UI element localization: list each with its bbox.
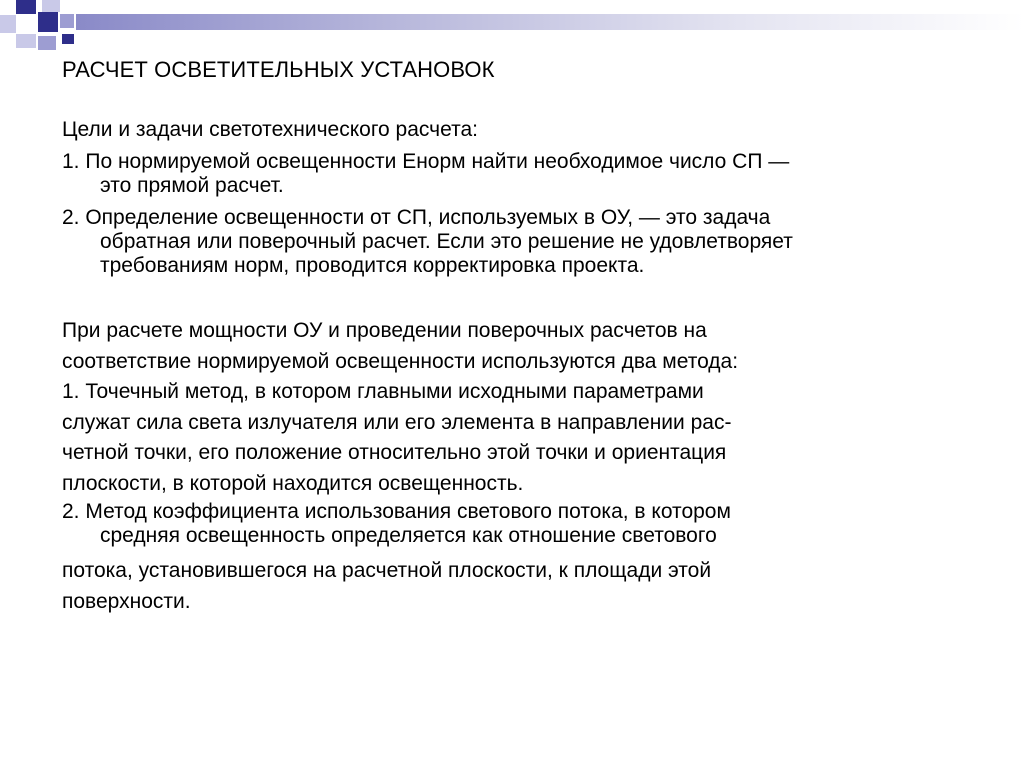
goals-heading: Цели и задачи светотехнического расчета: <box>62 118 478 141</box>
method-2-continued <box>62 556 711 617</box>
decor-square <box>16 34 36 48</box>
decor-square <box>42 0 60 12</box>
decor-square <box>60 14 74 28</box>
methods-intro-line1: При расчете мощности ОУ и проведении поверочных расчетов на <box>62 319 707 342</box>
decor-square <box>62 34 74 44</box>
method-2-line4: поверхности. <box>62 589 191 613</box>
slide-title: РАСЧЕТ ОСВЕТИТЕЛЬНЫХ УСТАНОВОК <box>62 57 495 82</box>
method-1-line3: четной точки, его положение относительно этой точки и ориентация <box>62 441 727 464</box>
goal-item-2-line1: 2. Определение освещенности от СП, используемых в ОУ, — это задача <box>62 206 771 229</box>
decor-square <box>0 15 16 33</box>
method-2-line3: потока, установившегося на расчетной плоскости, к площади этой <box>62 559 712 582</box>
method-1-line4: плоскости, в которой находится освещенность. <box>62 471 524 495</box>
decor-square <box>16 0 36 14</box>
method-1-line2: служат сила света излучателя или его элемента в направлении рас- <box>62 410 732 434</box>
goal-item-1-line1: 1. По нормируемой освещенности Енорм найти необходимое число СП — <box>62 150 790 173</box>
methods-intro-line2: соответствие нормируемой освещенности используются два метода: <box>62 349 739 373</box>
method-2 <box>62 500 731 548</box>
goal-item-1 <box>62 150 789 198</box>
header-gradient-bar <box>76 14 1024 30</box>
decor-square <box>38 36 56 50</box>
goal-item-2 <box>62 206 793 278</box>
goal-item-1-line2: это прямой расчет. <box>100 174 284 197</box>
methods-paragraph <box>62 316 738 499</box>
decor-square <box>38 12 58 32</box>
method-1-line1: 1. Точечный метод, в котором главными исходными параметрами <box>62 380 704 403</box>
method-2-line2: средняя освещенность определяется как отношение светового <box>100 524 717 547</box>
method-2-line1: 2. Метод коэффициента использования светового потока, в котором <box>62 500 731 523</box>
goal-item-2-line3: требованиям норм, проводится корректировка проекта. <box>100 254 645 277</box>
goal-item-2-line2: обратная или поверочный расчет. Если это решение не удовлетворяет <box>100 230 793 253</box>
